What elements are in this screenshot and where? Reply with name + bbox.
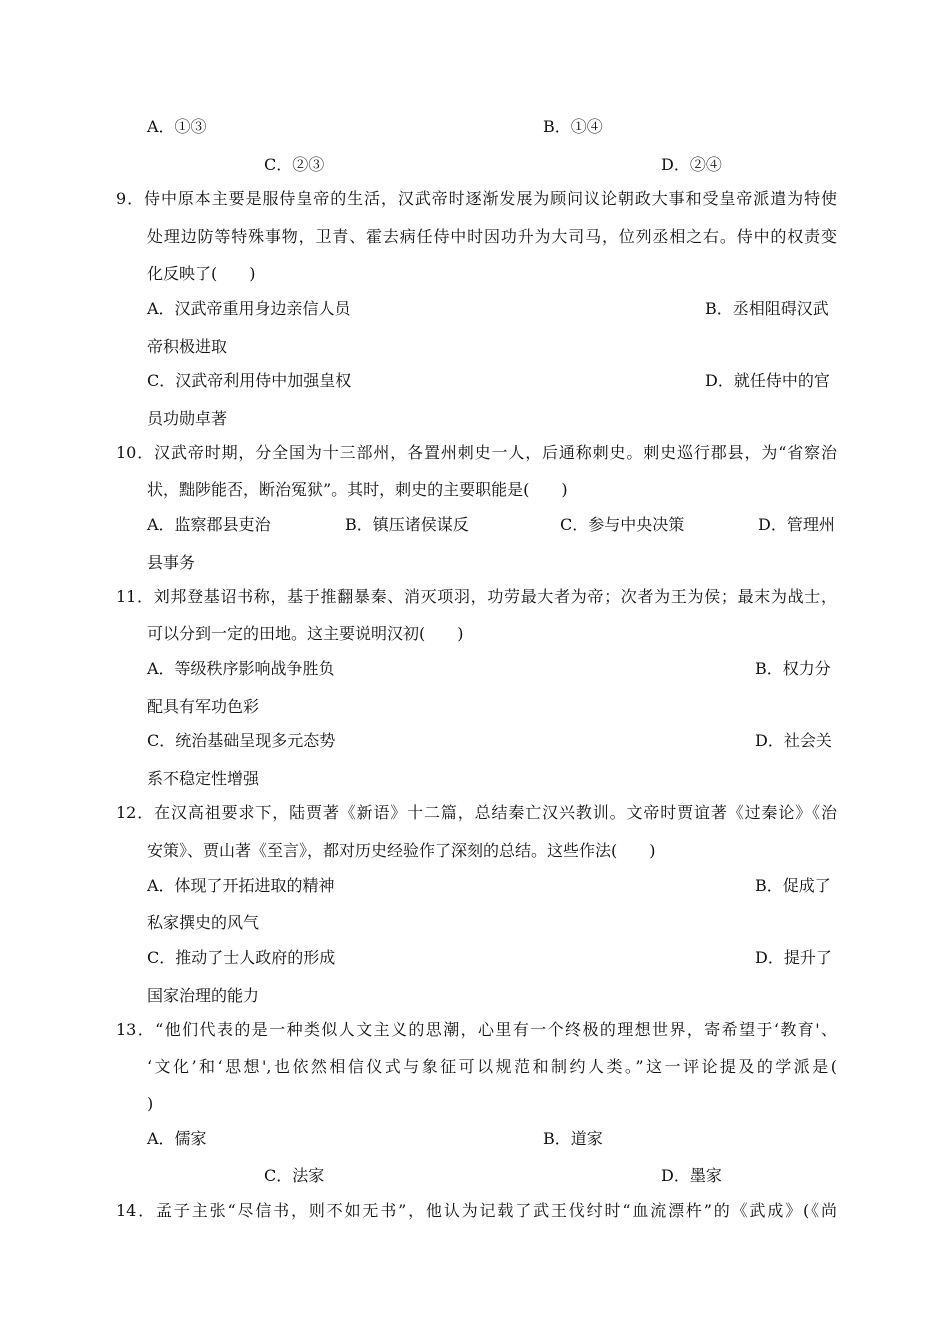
q10-option-b: B．镇压诸侯谋反 <box>345 515 469 534</box>
q8-option-d: D．②④ <box>661 155 722 174</box>
q9-option-b-cont: 帝积极进取 <box>147 337 228 356</box>
q12-option-d-cont: 国家治理的能力 <box>147 986 260 1005</box>
q12-option-b: B．促成了 <box>755 876 831 895</box>
q10-stem-line-1: 10．汉武帝时期，分全国为十三部州，各置州刺史一人，后通称刺史。刺史巡行郡县，为“省察治 <box>116 443 837 462</box>
q12-option-c: C．推动了士人政府的形成 <box>147 948 336 967</box>
q13-stem-line-1: 13．“他们代表的是一种类似人文主义的思潮，心里有一个终极的理想世界，寄希望于‘教育'、 <box>116 1020 837 1039</box>
q10-option-d-cont: 县事务 <box>147 553 196 572</box>
q9-option-d: D．就任侍中的官 <box>705 371 830 390</box>
q12-option-a: A．体现了开拓进取的精神 <box>147 876 335 895</box>
q12-stem-line-1: 12．在汉高祖要求下，陆贾著《新语》十二篇，总结秦亡汉兴教训。文帝时贾谊著《过秦论》《治 <box>116 803 837 822</box>
q10-stem-line-2: 状，黜陟能否，断治冤狱”。其时，刺史的主要职能是( ) <box>147 480 568 499</box>
q10-option-a: A．监察郡县吏治 <box>147 515 271 534</box>
q9-stem-line-2: 处理边防等特殊事物，卫青、霍去病任侍中时因功升为大司马，位列丞相之右。侍中的权责变 <box>147 227 837 246</box>
q13-stem-line-2: ‘文化’和‘思想',也依然相信仪式与象征可以规范和制约人类。”这一评论提及的学派是( <box>147 1057 837 1076</box>
q9-stem-line-1: 9．侍中原本主要是服侍皇帝的生活，汉武帝时逐渐发展为顾问议论朝政大事和受皇帝派遣为特使 <box>116 189 837 208</box>
q11-option-b: B．权力分 <box>755 659 831 678</box>
q13-stem-line-3: ) <box>147 1094 154 1113</box>
q11-option-c: C．统治基础呈现多元态势 <box>147 731 336 750</box>
q13-option-b: B．道家 <box>543 1129 603 1148</box>
q11-option-d-cont: 系不稳定性增强 <box>147 769 260 788</box>
q10-option-d: D．管理州 <box>758 515 835 534</box>
q12-stem-line-2: 安策》、贾山著《至言》，都对历史经验作了深刻的总结。这些作法( ) <box>147 841 656 860</box>
q8-option-b: B．①④ <box>543 117 603 136</box>
q11-stem-line-1: 11．刘邦登基诏书称，基于推翻暴秦、消灭项羽，功劳最大者为帝；次者为王为侯；最末为战士， <box>116 587 837 606</box>
q11-option-d: D．社会关 <box>755 731 832 750</box>
q12-option-b-cont: 私家撰史的风气 <box>147 913 260 932</box>
q9-option-a: A．汉武帝重用身边亲信人员 <box>147 299 351 318</box>
q9-stem-line-3: 化反映了( ) <box>147 264 256 283</box>
q9-option-d-cont: 员功勋卓著 <box>147 409 228 428</box>
q12-option-d: D．提升了 <box>755 948 832 967</box>
q9-option-b: B．丞相阻碍汉武 <box>705 299 829 318</box>
q11-stem-line-2: 可以分到一定的田地。这主要说明汉初( ) <box>147 624 464 643</box>
q8-option-a: A．①③ <box>147 117 207 136</box>
q11-option-b-cont: 配具有军功色彩 <box>147 697 260 716</box>
q9-option-c: C．汉武帝利用侍中加强皇权 <box>147 371 352 390</box>
q13-option-d: D．墨家 <box>661 1166 722 1185</box>
q10-option-c: C．参与中央决策 <box>560 515 685 534</box>
q14-stem-line-1: 14．孟子主张“尽信书，则不如无书”，他认为记载了武王伐纣时“血流漂杵”的《武成》(《尚 <box>116 1201 837 1220</box>
q11-option-a: A．等级秩序影响战争胜负 <box>147 659 335 678</box>
q13-option-a: A．儒家 <box>147 1129 207 1148</box>
q13-option-c: C．法家 <box>264 1166 325 1185</box>
q8-option-c: C．②③ <box>264 155 325 174</box>
